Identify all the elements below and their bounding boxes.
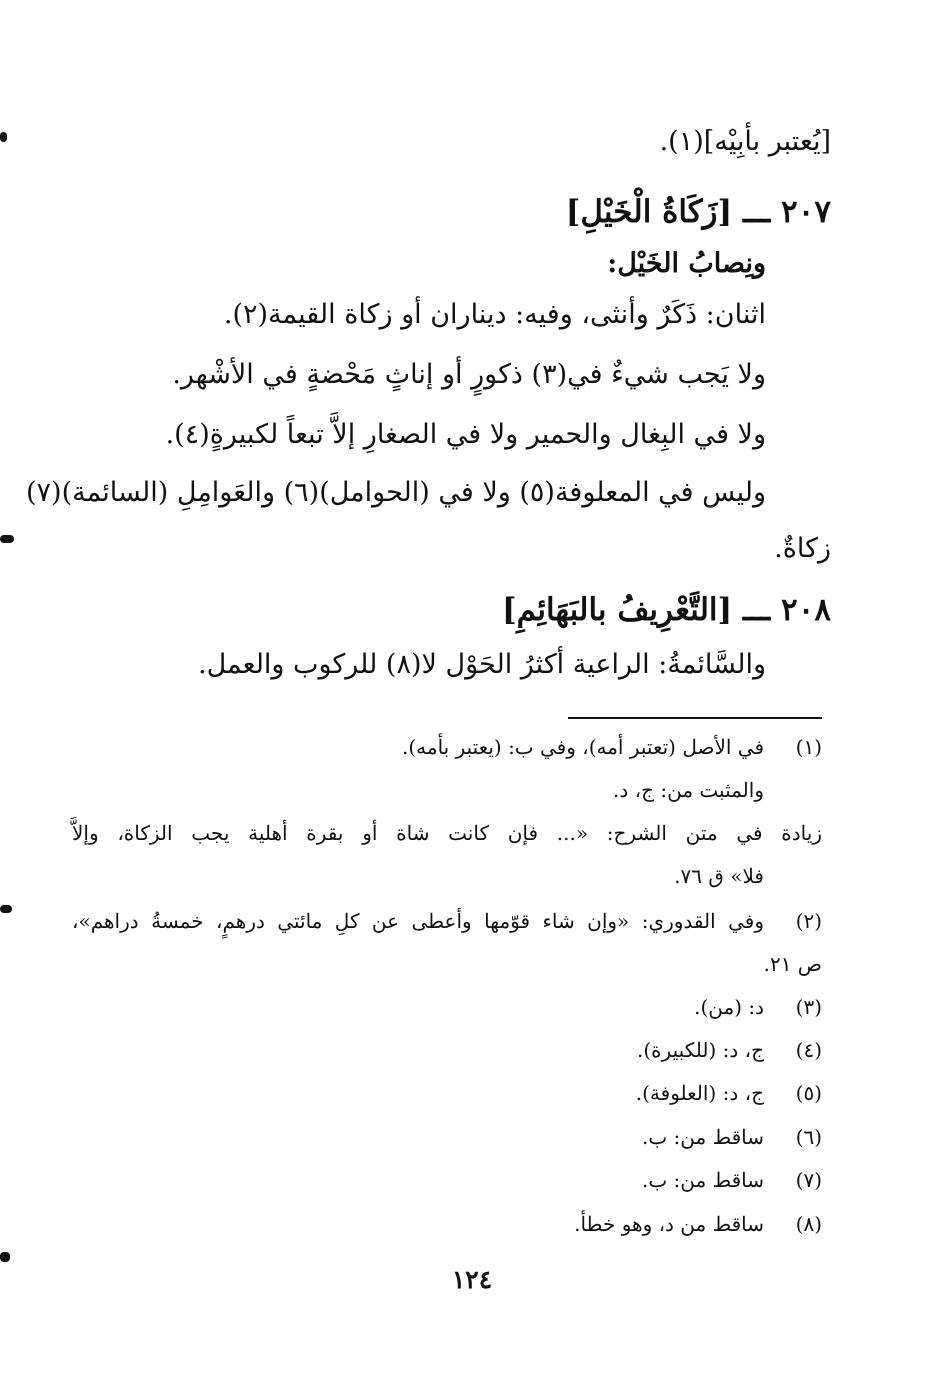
section-title: [زَكَاةُ الْخَيْلِ] [565,194,733,230]
footnote-number: (٢) [795,909,822,933]
footnote-number: (٦) [795,1125,822,1149]
footnote-separator [568,717,822,719]
footnote-3 [422,995,822,1025]
footnote-line: ص ٢١. [763,952,822,976]
footnote-line: وفي القدوري: «وإن شاء قوّمها وأعطى عن كلِ مائتي درهمٍ، خمسةُ دراهم»، [72,909,764,933]
footnote-8 [422,1212,822,1242]
body-line-laysa: وليس في المعلوفة(٥) ولا في (الحوامل)(٦) والعَوامِلِ (السائمة)(٧) [25,477,766,508]
scan-mark [0,535,14,543]
footnote-number: (٧) [795,1168,822,1192]
footnote-number: (١) [795,735,822,759]
footnote-line: ساقط من: ب. [642,1168,764,1192]
footnote-7 [422,1168,822,1198]
scan-mark [0,132,7,142]
footnote-line: ج، د: (للكبيرة). [636,1038,764,1062]
footnote-line: زيادة في متن الشرح: «... فإن كانت شاة أو بقرة أهلية يجب الزكاة، وإلاَّ [72,821,822,845]
footnote-4 [422,1038,822,1068]
section-number: ٢٠٨ ـــ [743,592,831,628]
footnote-line: ساقط من د، وهو خطأ. [574,1212,764,1236]
footnote-line: د: (من). [694,995,764,1019]
footnote-line: ج، د: (العلوفة). [635,1081,764,1105]
footnote-line: في الأصل (تعتبر أمه)، وفي ب: (يعتبر بأمه). [401,735,764,759]
section-title: [التَّعْرِيفُ بالبَهَائِمِ] [502,592,733,628]
body-line-la-yajib: ولا يَجب شيءٌ في(٣) ذكورٍ أو إناثٍ مَحْضةٍ في الأشْهر. [172,359,766,390]
footnote-1 [72,735,822,895]
scan-mark [0,905,12,913]
footnote-line: ساقط من: ب. [642,1125,764,1149]
footnote-number: (٤) [795,1038,822,1062]
footnote-number: (٨) [795,1212,822,1236]
footnote-5 [422,1081,822,1111]
footnote-2 [72,909,822,989]
body-line-nisab: ونِصابُ الخَيْل: [607,248,766,279]
body-line-saima: والسَّائمةُ: الراعية أكثرُ الحَوْل لا(٨) للركوب والعمل. [198,649,766,680]
scan-mark [0,1252,10,1262]
body-line-zakat: زكاةٌ. [774,533,831,564]
section-207-heading [566,194,831,230]
footnote-line: والمثبت من: ج، د. [613,778,764,802]
page-number: ١٢٤ [451,1265,493,1294]
body-line-bighal: ولا في البِغال والحمير ولا في الصغارِ إلاَّ تبعاً لكبيرةٍ(٤). [165,419,766,450]
body-line-1: [يُعتبر بأبِيْه](١). [659,126,831,157]
footnote-6 [422,1125,822,1155]
footnote-number: (٣) [795,995,822,1019]
section-number: ٢٠٧ ـــ [743,194,831,230]
section-208-heading [502,592,831,628]
body-line-ithnan: اثنان: ذَكَرٌ وأنثى، وفيه: ديناران أو زكاة القيمة(٢). [223,299,766,330]
footnote-number: (٥) [795,1081,822,1105]
footnote-line: فلا» ق ٧٦. [674,864,764,888]
